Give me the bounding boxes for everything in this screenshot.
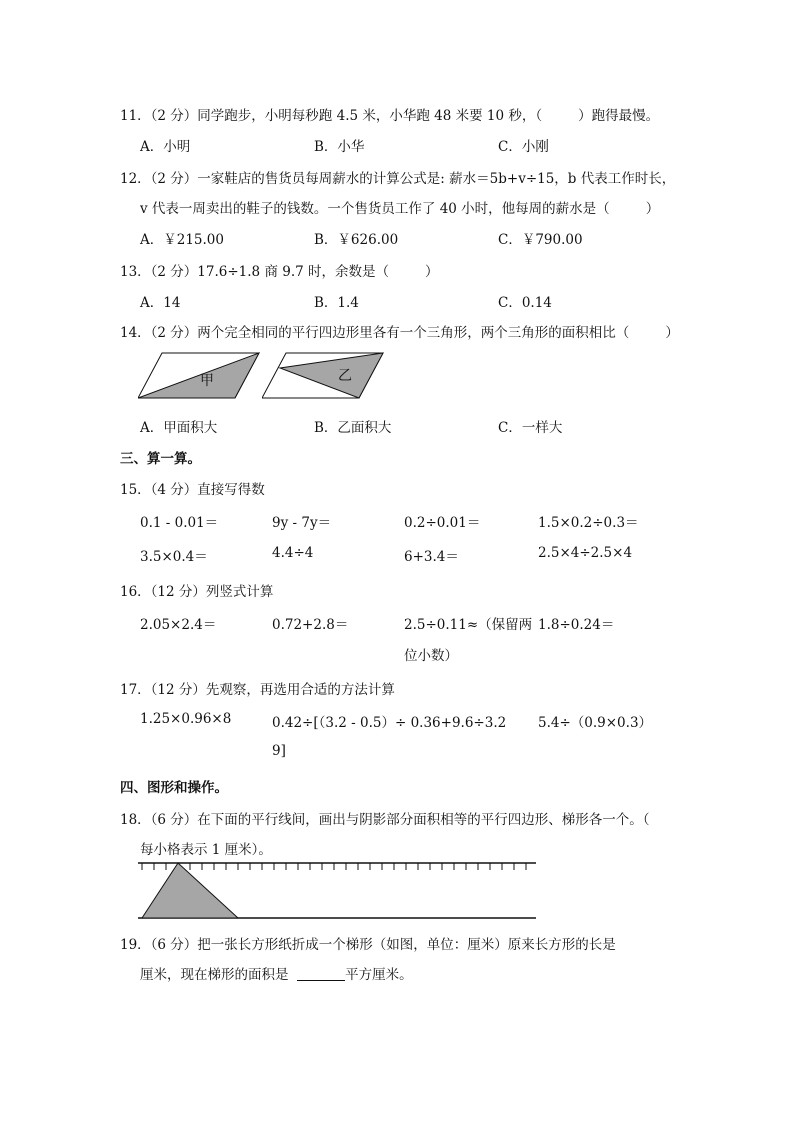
answer-blank[interactable] [297,966,345,981]
q12-option-a: A．￥215.00 [140,232,224,248]
q11-stem: 11．（2 分）同学跑步，小明每秒跑 4.5 米，小华跑 48 米要 10 秒，（ ）跑得最慢。 [120,108,660,124]
q12-option-b: B．￥626.00 [314,232,399,248]
q16-stem: 16．（12 分）列竖式计算 [120,584,274,600]
q15-item: 2.5×4÷2.5×4 [538,545,633,561]
q12-stem-line2: v 代表一周卖出的鞋子的钱数。一个售货员工作了 40 小时，他每周的薪水是（ ） [140,201,660,217]
q11-option-a: A．小明 [140,139,191,155]
label-yi: 乙 [338,368,352,384]
shaded-triangle [142,863,238,918]
q13-option-a: A．14 [140,295,181,311]
q15-item: 0.2÷0.01＝ [404,515,481,531]
parallelogram-figure-jia [138,350,260,400]
q16-item: 0.72+2.8＝ [272,617,349,633]
q18-stem-line1: 18．（6 分）在下面的平行线间，画出与阴影部分面积相等的平行四边形、梯形各一个。（ [120,812,650,828]
q19-stem-line1: 19．（6 分）把一张长方形纸折成一个梯形（如图，单位：厘米）原来长方形的长是 [120,937,616,953]
q13-option-c: C．0.14 [498,295,552,311]
q14-option-a: A．甲面积大 [140,420,218,436]
q14-option-c: C．一样大 [498,420,563,436]
section-4-heading: 四、图形和操作。 [120,780,228,796]
q15-item: 6+3.4＝ [404,549,459,565]
q15-item: 1.5×0.2÷0.3＝ [538,515,639,531]
label-jia: 甲 [200,373,214,389]
q11-option-c: C．小刚 [498,139,549,155]
q17-item-continuation: 9] [272,743,286,759]
q17-item: 1.25×0.96×8 [140,711,232,727]
q18-stem-line2: 每小格表示 1 厘米）。 [140,842,272,858]
q15-stem: 15．（4 分）直接写得数 [120,482,265,498]
q14-stem: 14．（2 分）两个完全相同的平行四边形里各有一个三角形，两个三角形的面积相比（ ） [120,325,679,341]
q17-stem: 17．（12 分）先观察，再选用合适的方法计算 [120,682,395,698]
q17-item: 5.4÷（0.9×0.3） [538,715,653,731]
q15-item: 9y - 7y＝ [272,515,332,531]
grid-ticks [142,863,526,870]
section-3-heading: 三、算一算。 [120,451,201,467]
parallelogram-figure-yi [262,350,384,400]
q16-item: 2.5÷0.11≈（保留两 [404,617,533,633]
q17-item: 0.42÷[（3.2 - 0.5）÷ 0.36+9.6÷3.2 [272,715,507,731]
q16-item: 2.05×2.4＝ [140,617,217,633]
q19-stem-line2: 厘米，现在梯形的面积是 平方厘米。 [140,967,413,983]
q12-option-c: C．￥790.00 [498,232,583,248]
q12-stem-line1: 12．（2 分）一家鞋店的售货员每周薪水的计算公式是: 薪水＝5b+v÷15，b 代表工作时长， [120,171,676,187]
q13-option-b: B．1.4 [314,295,359,311]
q16-item: 1.8÷0.24＝ [538,617,615,633]
q11-option-b: B．小华 [314,139,365,155]
q15-item: 4.4÷4 [272,545,314,561]
q14-option-b: B．乙面积大 [314,420,392,436]
q15-item: 3.5×0.4＝ [140,549,208,565]
q15-item: 0.1 - 0.01＝ [140,515,219,531]
parallel-lines-grid [138,858,538,922]
q13-stem: 13．（2 分）17.6÷1.8 商 9.7 时，余数是（ ） [120,264,439,280]
q16-item-continuation: 位小数） [404,648,458,664]
